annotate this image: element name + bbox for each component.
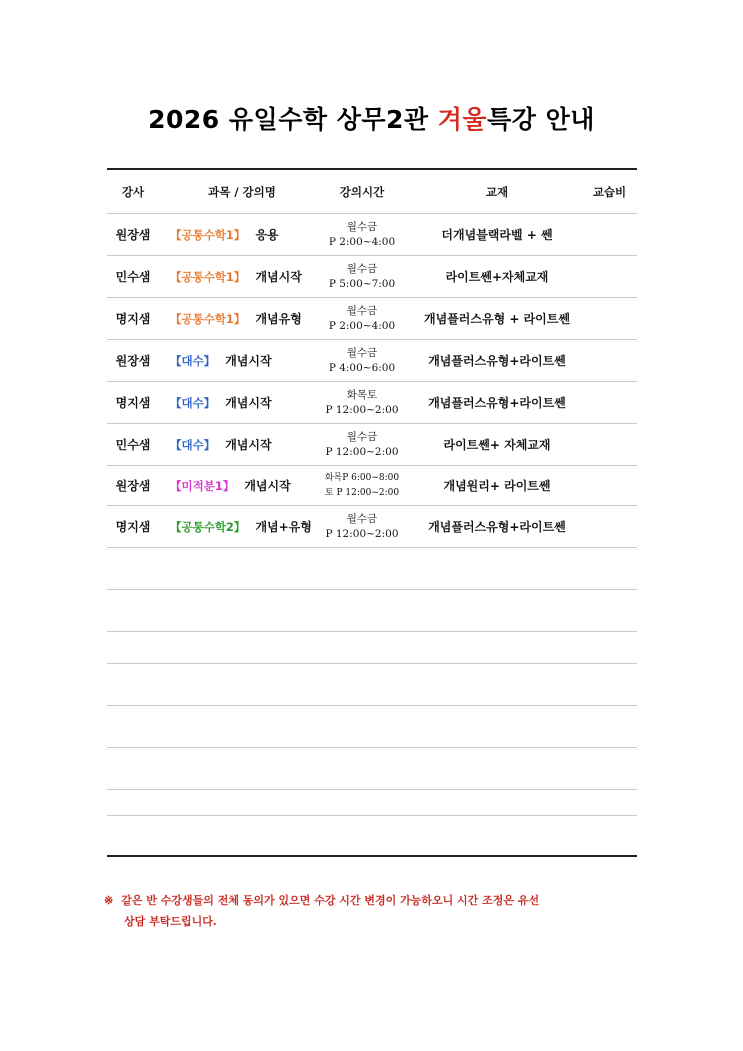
time-hours: P 2:00~4:00 bbox=[328, 235, 396, 248]
time-cell bbox=[312, 382, 412, 423]
fee-cell bbox=[582, 340, 637, 381]
course-name: 응용 bbox=[255, 228, 279, 242]
notice-line-1-text: 같은 반 수강생들의 전체 동의가 있으면 수강 시간 변경이 가능하오니 시간 조정은 유선 bbox=[121, 894, 540, 907]
subject-tag: 【미적분1】 bbox=[170, 478, 235, 493]
time-days: 월수금 bbox=[346, 220, 378, 233]
page-title bbox=[0, 100, 743, 136]
time-text bbox=[329, 262, 395, 292]
subject-cell bbox=[170, 298, 330, 339]
title-prefix: 2026 유일수학 상무2관 bbox=[148, 105, 438, 134]
time-hours: P 2:00~4:00 bbox=[328, 319, 396, 332]
table-row bbox=[107, 424, 637, 466]
course-name: 개념시작 bbox=[225, 354, 272, 368]
fee-cell bbox=[582, 298, 637, 339]
instructor-cell: 명지샘 bbox=[115, 396, 151, 410]
course-name: 개념시작 bbox=[244, 479, 291, 493]
time-days: 월수금 bbox=[346, 512, 378, 525]
course-name: 개념시작 bbox=[225, 438, 272, 452]
instructor-cell: 원장샘 bbox=[115, 228, 151, 242]
notice-mark: ※ bbox=[104, 894, 114, 907]
instructor-cell: 원장샘 bbox=[115, 479, 151, 493]
time-cell bbox=[312, 214, 412, 255]
title-suffix: 특강 안내 bbox=[487, 105, 595, 134]
table-row-empty bbox=[107, 590, 637, 632]
textbook-cell: 라이트쎈+자체교재 bbox=[445, 270, 549, 284]
instructor-cell: 민수샘 bbox=[115, 438, 151, 452]
instructor-cell: 민수샘 bbox=[115, 270, 151, 284]
time-text bbox=[329, 346, 395, 376]
title-highlight: 겨울 bbox=[437, 105, 488, 134]
fee-cell bbox=[582, 214, 637, 255]
table-row-empty bbox=[107, 748, 637, 790]
table-header-row bbox=[107, 170, 637, 214]
table-row bbox=[107, 506, 637, 548]
fee-cell bbox=[582, 256, 637, 297]
instructor-cell: 명지샘 bbox=[115, 520, 151, 534]
header-subject: 과목 / 강의명 bbox=[208, 184, 276, 199]
time-hours: 토 P 12:00~2:00 bbox=[324, 487, 400, 498]
time-text bbox=[325, 388, 398, 418]
time-text bbox=[325, 512, 398, 542]
time-days: 화목토 bbox=[346, 388, 378, 401]
instructor-cell: 명지샘 bbox=[115, 312, 151, 326]
time-cell bbox=[312, 506, 412, 547]
course-name: 개념시작 bbox=[255, 270, 302, 284]
table-row-empty bbox=[107, 548, 637, 590]
time-cell bbox=[312, 256, 412, 297]
time-cell bbox=[312, 466, 412, 505]
table-row-empty bbox=[107, 664, 637, 706]
subject-cell bbox=[170, 382, 330, 423]
table-row bbox=[107, 382, 637, 424]
subject-tag: 【공통수학2】 bbox=[170, 519, 246, 534]
textbook-cell: 개념원리+ 라이트쎈 bbox=[443, 479, 551, 493]
table-bottom-rule bbox=[107, 855, 637, 857]
subject-cell bbox=[170, 340, 330, 381]
header-instructor: 강사 bbox=[121, 184, 145, 199]
time-cell bbox=[312, 340, 412, 381]
subject-tag: 【공통수학1】 bbox=[170, 269, 246, 284]
course-name: 개념시작 bbox=[225, 396, 272, 410]
table-row-empty bbox=[107, 706, 637, 748]
fee-cell bbox=[582, 382, 637, 423]
subject-tag: 【공통수학1】 bbox=[170, 227, 246, 242]
fee-cell bbox=[582, 506, 637, 547]
subject-cell bbox=[170, 256, 330, 297]
subject-cell bbox=[170, 506, 330, 547]
time-days: 월수금 bbox=[346, 304, 378, 317]
time-text bbox=[325, 471, 399, 501]
textbook-cell: 개념플러스유형+라이트쎈 bbox=[428, 354, 566, 368]
textbook-cell: 라이트쎈+ 자체교재 bbox=[443, 438, 551, 452]
subject-cell bbox=[170, 214, 330, 255]
course-name: 개념+유형 bbox=[255, 520, 312, 534]
time-days: 화목P 6:00~8:00 bbox=[324, 472, 400, 483]
subject-cell bbox=[170, 424, 330, 465]
time-text bbox=[329, 220, 395, 250]
time-days: 월수금 bbox=[346, 346, 378, 359]
table-row bbox=[107, 214, 637, 256]
table-row-empty bbox=[107, 790, 637, 816]
subject-cell bbox=[170, 466, 330, 505]
textbook-cell: 개념플러스유형+라이트쎈 bbox=[428, 520, 566, 534]
time-cell bbox=[312, 298, 412, 339]
notice-text bbox=[104, 890, 644, 932]
header-textbook: 교재 bbox=[485, 184, 509, 199]
textbook-cell: 개념플러스유형+라이트쎈 bbox=[428, 396, 566, 410]
subject-tag: 【대수】 bbox=[170, 437, 216, 452]
header-fee: 교습비 bbox=[592, 184, 627, 199]
time-hours: P 5:00~7:00 bbox=[328, 277, 396, 290]
subject-tag: 【대수】 bbox=[170, 395, 216, 410]
table-row bbox=[107, 256, 637, 298]
notice-line-2: 상담 부탁드립니다. bbox=[124, 915, 217, 928]
time-text bbox=[329, 304, 395, 334]
textbook-cell: 개념플러스유형 + 라이트쎈 bbox=[424, 312, 570, 326]
time-hours: P 12:00~2:00 bbox=[325, 445, 399, 458]
table-row bbox=[107, 298, 637, 340]
time-days: 월수금 bbox=[346, 262, 378, 275]
table-row bbox=[107, 340, 637, 382]
instructor-cell: 원장샘 bbox=[115, 354, 151, 368]
time-hours: P 12:00~2:00 bbox=[325, 527, 399, 540]
textbook-cell: 더개념블랙라벨 + 쎈 bbox=[441, 228, 553, 242]
fee-cell bbox=[582, 424, 637, 465]
table-row-empty bbox=[107, 632, 637, 664]
fee-cell bbox=[582, 466, 637, 505]
time-hours: P 12:00~2:00 bbox=[325, 403, 399, 416]
time-days: 월수금 bbox=[346, 430, 378, 443]
table-row bbox=[107, 466, 637, 506]
time-cell bbox=[312, 424, 412, 465]
time-text bbox=[325, 430, 398, 460]
course-name: 개념유형 bbox=[255, 312, 302, 326]
subject-tag: 【공통수학1】 bbox=[170, 311, 246, 326]
header-time: 강의시간 bbox=[339, 184, 385, 199]
time-hours: P 4:00~6:00 bbox=[328, 361, 396, 374]
subject-tag: 【대수】 bbox=[170, 353, 216, 368]
notice-line-1 bbox=[104, 890, 644, 911]
